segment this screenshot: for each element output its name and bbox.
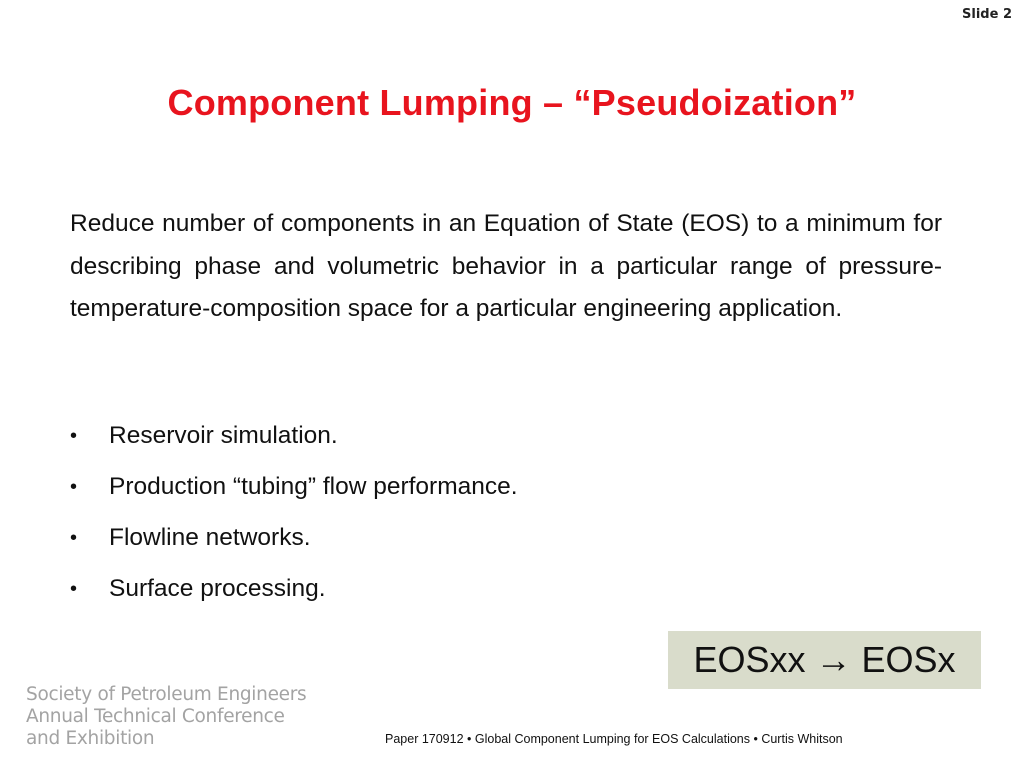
- bullet-text: Reservoir simulation.: [109, 422, 338, 449]
- bullet-text: Surface processing.: [109, 575, 326, 602]
- bullet-item: [70, 465, 518, 516]
- bullet-text: Production “tubing” flow performance.: [109, 473, 518, 500]
- slide-title: Component Lumping – “Pseudoization”: [167, 82, 857, 123]
- intro-paragraph: Reduce number of components in an Equation of State (EOS) to a minimum for describing phase and volumetric behavior in a particular range of pressure-temperature-composition space for a particular engineering application.: [70, 210, 942, 322]
- logo-line: Annual Technical Conference: [26, 706, 285, 727]
- bullet-text: Flowline networks.: [109, 524, 311, 551]
- bullet-list: [70, 414, 518, 618]
- bullet-item: [70, 414, 518, 465]
- logo-line: Society of Petroleum Engineers: [26, 684, 307, 705]
- bullet-item: [70, 567, 518, 618]
- slide-number: Slide 2: [962, 7, 1012, 22]
- bullet-marker: •: [70, 578, 78, 600]
- spe-logo: [26, 684, 306, 750]
- footer-citation: Paper 170912 • Global Component Lumping for EOS Calculations • Curtis Whitson: [385, 732, 843, 746]
- bullet-marker: •: [70, 425, 78, 447]
- bullet-marker: •: [70, 527, 78, 549]
- bullet-marker: •: [70, 476, 78, 498]
- logo-line: and Exhibition: [26, 728, 155, 749]
- eos-transition-box: EOSxx → EOSx: [668, 631, 981, 689]
- bullet-item: [70, 516, 518, 567]
